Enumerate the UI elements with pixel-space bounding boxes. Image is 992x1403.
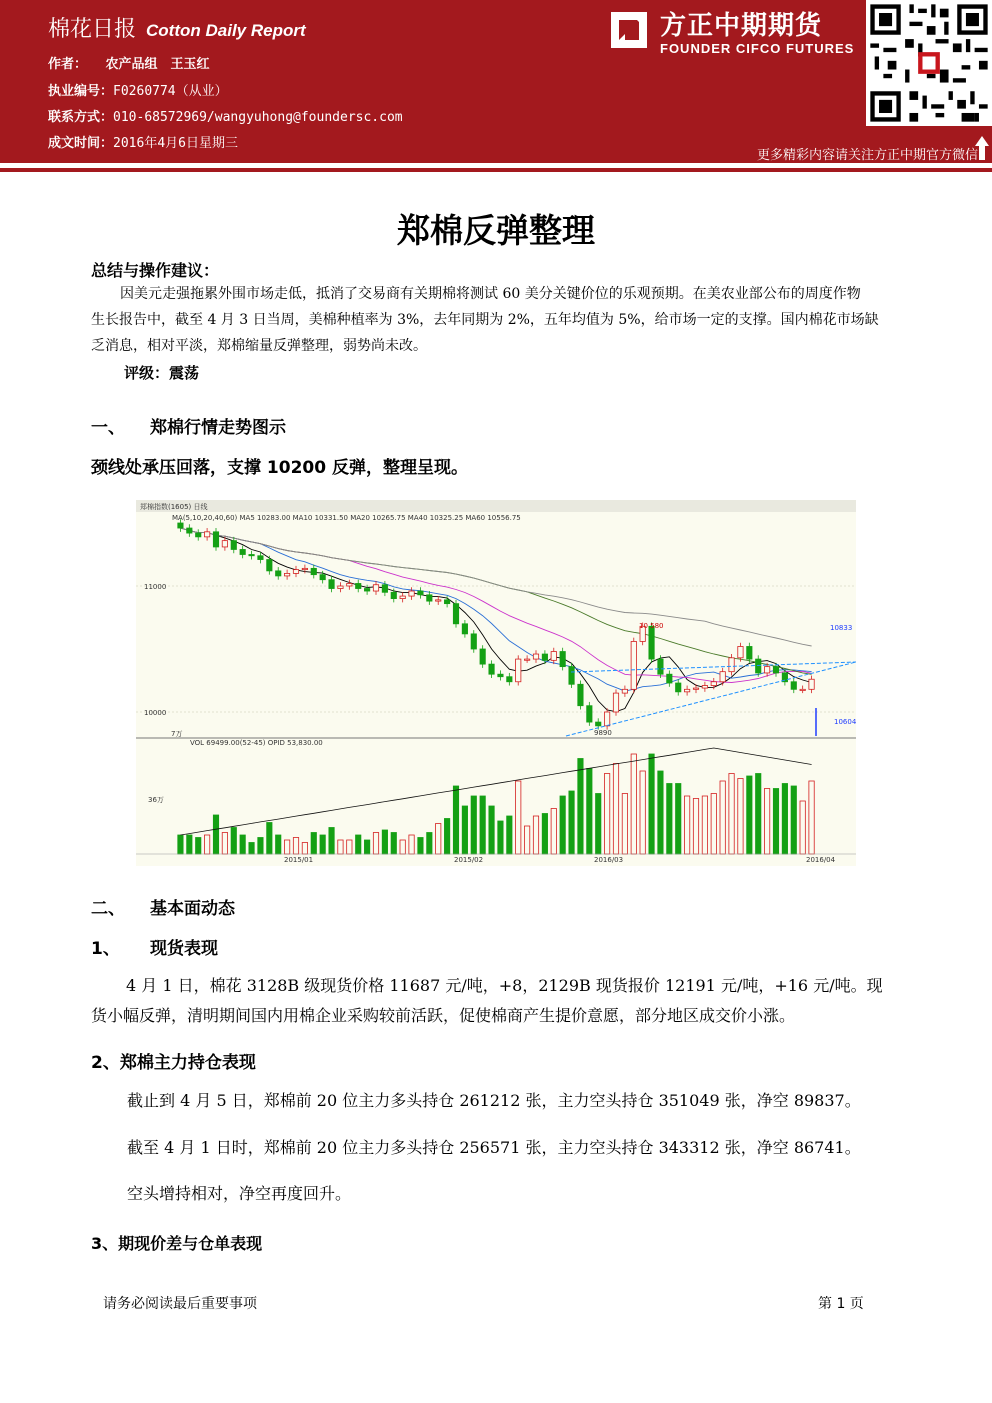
- summary-paragraph: [91, 281, 911, 359]
- candle-body: [756, 659, 761, 673]
- company-name-cn: 方正中期期货: [660, 11, 823, 41]
- report-header: [0, 0, 992, 163]
- volume-bar: [267, 823, 272, 855]
- summary-line: 因美元走强拖累外围市场走低，抵消了交易商有关期棉将测试 60 美分关键价位的乐观预期。在美农业部公布的周度作物: [120, 286, 861, 302]
- candle-body: [702, 686, 707, 689]
- page-number: 第 1 页: [818, 1296, 864, 1312]
- candle-body: [364, 589, 369, 592]
- volume-bar: [756, 774, 761, 855]
- candle-body: [791, 682, 796, 690]
- candle-body: [293, 570, 298, 574]
- candle-body: [249, 555, 254, 556]
- candle-body: [329, 580, 334, 589]
- candle-body: [489, 664, 494, 674]
- cotton-price-chart: [136, 500, 856, 866]
- volume-bar: [507, 816, 512, 854]
- license-label: 执业编号：: [48, 84, 114, 99]
- date-label: 成文时间：: [48, 136, 114, 151]
- x-tick: 2015/01: [284, 856, 314, 864]
- company-name-en: FOUNDER CIFCO FUTURES: [660, 41, 855, 56]
- candle-body: [382, 585, 387, 593]
- author-value: 农产品组 王玉红: [105, 57, 210, 72]
- candle-body: [800, 689, 805, 690]
- candle-body: [809, 679, 814, 689]
- candle-body: [631, 641, 636, 689]
- candle-body: [498, 674, 503, 677]
- candle-body: [267, 560, 272, 571]
- candle-body: [409, 591, 414, 596]
- volume-bar: [498, 821, 503, 854]
- volume-bar: [196, 838, 201, 855]
- candle-body: [533, 654, 538, 659]
- basis-heading: 3、期现价差与仓单表现: [91, 1234, 263, 1253]
- candle-body: [596, 722, 601, 726]
- volume-bar: [471, 796, 476, 854]
- volume-bar: [329, 828, 334, 855]
- candle-body: [400, 596, 405, 599]
- section2-heading: 基本面动态: [150, 899, 235, 919]
- contact-label: 联系方式：: [48, 110, 114, 125]
- candle-body: [240, 549, 245, 554]
- position-line: 空头增持相对，净空再度回升。: [127, 1184, 352, 1203]
- candle-body: [773, 667, 778, 673]
- candle-body: [613, 693, 618, 712]
- spot-line: 4 月 1 日，棉花 3128B 级现货价格 11687 元/吨，+8，2129B 现货报价 12191 元/吨，+16 元/吨。现: [126, 976, 883, 995]
- candle-body: [276, 571, 281, 576]
- lower-tick: 7万: [171, 730, 183, 738]
- high-label: 10 580: [639, 622, 664, 630]
- candle-body: [764, 667, 769, 673]
- position-line: 截至 4 月 1 日时，郑棉前 20 位主力多头持仓 256571 张，主力空头持仓 343312 张，净空 86741。: [127, 1138, 861, 1157]
- volume-bar: [489, 806, 494, 854]
- summary-line: 生长报告中，截至 4 月 3 日当周，美棉种植率为 3%，去年同期为 2%，五年均值为 5%，给市场一定的支撑。国内棉花市场缺: [91, 312, 879, 328]
- volume-bar: [231, 828, 236, 855]
- volume-bar: [462, 806, 467, 854]
- candle-body: [462, 624, 467, 634]
- candle-body: [222, 541, 227, 547]
- candle-body: [658, 659, 663, 674]
- candle-body: [391, 592, 396, 598]
- company-logo-icon: [607, 8, 651, 52]
- volume-bar: [791, 786, 796, 854]
- license-line: [48, 80, 228, 99]
- candle-body: [178, 523, 183, 528]
- right-label-upper: 10833: [830, 624, 853, 632]
- candle-body: [204, 532, 209, 537]
- candle-body: [453, 604, 458, 624]
- date-line: [48, 132, 238, 151]
- candle-body: [569, 667, 574, 685]
- section1-heading: 郑棉行情走势图示: [150, 418, 286, 438]
- candle-body: [338, 586, 343, 589]
- spot-number: 1、: [91, 939, 120, 959]
- candle-body: [604, 712, 609, 726]
- candle-body: [729, 658, 734, 672]
- candle-body: [347, 583, 352, 586]
- candle-body: [649, 626, 654, 659]
- candle-body: [302, 568, 307, 569]
- candle-body: [667, 674, 672, 683]
- ma-legend: MA(5,10,20,40,60) MA5 10283.00 MA10 10331.50 MA20 10265.75 MA40 10325.25 MA60 10556.75: [172, 514, 521, 522]
- qr-code-icon: [866, 0, 992, 126]
- candle-body: [436, 600, 441, 601]
- volume-legend: VOL 69499.00(52-45) OPID 53,830.00: [190, 739, 323, 747]
- spot-heading: 现货表现: [150, 939, 218, 959]
- volume-bar: [178, 835, 183, 854]
- report-title: [48, 12, 306, 43]
- candle-body: [738, 646, 743, 657]
- candle-body: [507, 677, 512, 682]
- chart-title: 郑棉指数(1605) 日线: [140, 503, 208, 511]
- arrow-up-icon: [975, 136, 989, 160]
- candle-body: [693, 688, 698, 689]
- volume-bar: [542, 814, 547, 855]
- volume-bar: [276, 835, 281, 854]
- volume-bar: [364, 840, 369, 854]
- header-divider: [0, 168, 992, 172]
- candle-body: [480, 649, 485, 664]
- volume-bar: [240, 835, 245, 854]
- chart-titlebar: [136, 500, 856, 512]
- volume-bar: [382, 830, 387, 854]
- summary-heading: 总结与操作建议：: [91, 261, 220, 280]
- volume-bar: [258, 838, 263, 855]
- volume-bar: [249, 843, 254, 855]
- candle-body: [471, 634, 476, 649]
- volume-bar: [587, 769, 592, 855]
- volume-bar: [391, 833, 396, 855]
- candle-body: [720, 672, 725, 682]
- candle-body: [622, 689, 627, 693]
- volume-bar: [667, 784, 672, 855]
- candle-body: [587, 706, 592, 722]
- candle-body: [578, 684, 583, 705]
- candle-body: [356, 583, 361, 588]
- contact-line: [48, 106, 403, 125]
- volume-bar: [311, 833, 316, 855]
- position-heading: 2、郑棉主力持仓表现: [91, 1053, 256, 1073]
- candle-body: [542, 654, 547, 660]
- candle-body: [187, 528, 192, 533]
- candle-body: [524, 659, 529, 660]
- volume-bar: [596, 794, 601, 855]
- volume-bar: [578, 759, 583, 855]
- position-line: 截止到 4 月 5 日，郑棉前 20 位主力多头持仓 261212 张，主力空头持仓 351049 张，净空 89837。: [127, 1091, 861, 1110]
- right-label-lower: 10604: [834, 718, 856, 726]
- y-tick-11000: 11000: [144, 583, 167, 591]
- volume-bar: [658, 771, 663, 854]
- candle-body: [684, 689, 689, 692]
- volume-bar: [560, 796, 565, 854]
- candle-body: [231, 541, 236, 550]
- volume-bar: [676, 784, 681, 855]
- candle-body: [373, 585, 378, 591]
- volume-bar: [444, 819, 449, 855]
- low-label: 9890: [594, 729, 612, 737]
- x-tick: 2015/02: [454, 856, 484, 864]
- candle-body: [258, 556, 263, 560]
- y-tick-10000: 10000: [144, 709, 167, 717]
- x-tick: 2016/04: [806, 856, 836, 864]
- volume-bar: [649, 754, 654, 854]
- candle-body: [213, 532, 218, 547]
- candle-body: [196, 533, 201, 537]
- volume-bar: [418, 838, 423, 855]
- date-value: 2016年4月6日星期三: [113, 136, 238, 151]
- author-line: [48, 53, 210, 72]
- rating: 评级：震荡: [124, 364, 200, 382]
- volume-bar: [187, 835, 192, 854]
- candle-body: [284, 573, 289, 576]
- volume-bar: [773, 789, 778, 855]
- volume-bar: [427, 833, 432, 855]
- section1-number: 一、: [91, 418, 125, 438]
- footer-disclaimer: 请务必阅读最后重要事项: [103, 1296, 257, 1312]
- candle-body: [418, 591, 423, 595]
- section2-number: 二、: [91, 899, 125, 919]
- report-title-cn: 棉花日报: [48, 17, 137, 42]
- volume-bar: [782, 784, 787, 855]
- candle-body: [711, 682, 716, 686]
- candle-body: [676, 683, 681, 692]
- author-label: 作者：: [48, 57, 88, 72]
- volume-bar: [569, 791, 574, 854]
- license-value: F0260774（从业）: [113, 84, 228, 99]
- contact-value: 010-68572969/wangyuhong@foundersc.com: [113, 110, 403, 125]
- candle-body: [427, 595, 432, 601]
- volume-bar: [453, 786, 458, 854]
- summary-line: 乏消息，相对平淡，郑棉缩量反弹整理，弱势尚未改。: [91, 338, 427, 354]
- candle-body: [747, 646, 752, 659]
- x-tick: 2016/03: [594, 856, 624, 864]
- candle-body: [516, 659, 521, 682]
- volume-bar: [356, 835, 361, 854]
- candle-body: [560, 652, 565, 667]
- follow-wechat-text: 更多精彩内容请关注方正中期官方微信: [756, 148, 978, 163]
- spot-line: 货小幅反弹，清明期间国内用棉企业采购较前活跃，促使棉商产生提价意愿，部分地区成交价小涨。: [91, 1006, 796, 1025]
- report-title-en: Cotton Daily Report: [146, 21, 306, 40]
- volume-bar: [480, 796, 485, 854]
- volume-bar: [747, 776, 752, 854]
- candle-body: [320, 575, 325, 580]
- candle-body: [311, 568, 316, 574]
- volume-bar: [320, 835, 325, 854]
- volume-bar: [213, 815, 218, 854]
- candle-body: [551, 652, 556, 661]
- section1-subheading: 颈线处承压回落，支撑 10200 反弹，整理呈现。: [91, 458, 468, 478]
- page-title: 郑棉反弹整理: [397, 211, 595, 250]
- candle-body: [444, 600, 449, 604]
- spot-paragraph: [91, 971, 911, 1031]
- volume-tick: 36万: [148, 796, 164, 804]
